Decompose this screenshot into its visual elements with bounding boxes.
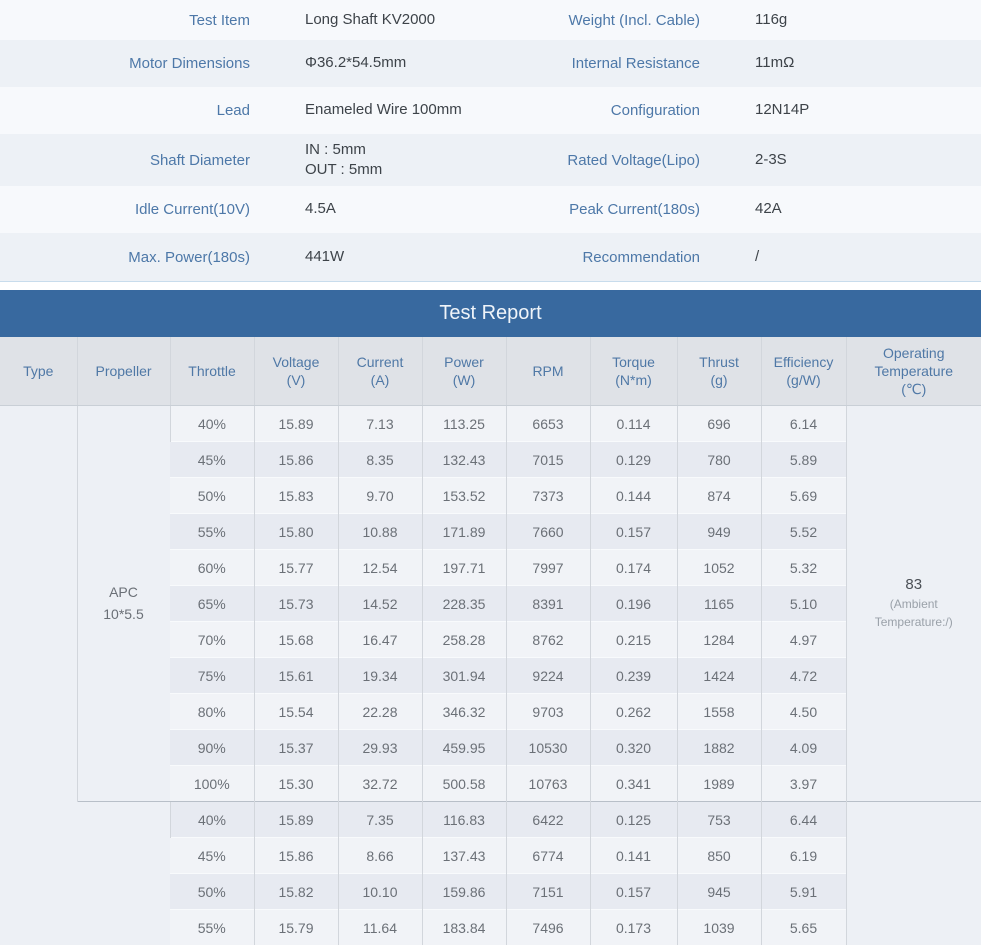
cell-torque: 0.157: [590, 514, 677, 550]
cell-current: 12.54: [338, 550, 422, 586]
cell-power: 500.58: [422, 766, 506, 802]
spec-label: Weight (Incl. Cable): [535, 12, 700, 29]
cell-efficiency: 5.91: [761, 874, 846, 910]
column-header-label: Torque: [593, 353, 675, 371]
test-report-title-bar: [0, 290, 981, 337]
test-report-table: [0, 337, 981, 945]
spec-value: [305, 140, 535, 181]
column-header-current: [338, 337, 422, 406]
spec-label: Shaft Diameter: [0, 152, 250, 169]
cell-throttle: 50%: [170, 478, 254, 514]
column-header-rpm: [506, 337, 590, 406]
spec-label: Internal Resistance: [535, 55, 700, 72]
report-body: [0, 406, 981, 945]
cell-rpm: 7496: [506, 910, 590, 945]
column-header-label: Operating Temperature: [849, 344, 980, 380]
spec-label: Recommendation: [535, 249, 700, 266]
cell-throttle: 40%: [170, 406, 254, 442]
column-header-label: Power: [425, 353, 504, 371]
temperature-note-line: (Ambient: [847, 596, 981, 613]
cell-throttle: 80%: [170, 694, 254, 730]
propeller-name-line: 10*5.5: [78, 604, 170, 626]
spec-value: 11mΩ: [755, 53, 794, 73]
spec-row: [0, 134, 981, 186]
cell-voltage: 15.86: [254, 838, 338, 874]
cell-voltage: 15.89: [254, 406, 338, 442]
spec-value-line: Long Shaft KV2000: [305, 10, 535, 30]
spec-label: Motor Dimensions: [0, 55, 250, 72]
cell-rpm: 7151: [506, 874, 590, 910]
cell-voltage: 15.61: [254, 658, 338, 694]
cell-throttle: 55%: [170, 910, 254, 945]
cell-power: 459.95: [422, 730, 506, 766]
cell-voltage: 15.83: [254, 478, 338, 514]
cell-thrust: 1039: [677, 910, 761, 945]
cell-operating-temperature: [846, 406, 981, 802]
cell-type: [0, 406, 77, 945]
cell-rpm: 8391: [506, 586, 590, 622]
cell-torque: 0.215: [590, 622, 677, 658]
cell-efficiency: 4.97: [761, 622, 846, 658]
cell-power: 137.43: [422, 838, 506, 874]
cell-voltage: 15.30: [254, 766, 338, 802]
cell-torque: 0.173: [590, 910, 677, 945]
spec-value: [305, 199, 535, 219]
cell-power: 228.35: [422, 586, 506, 622]
cell-current: 7.35: [338, 802, 422, 838]
column-header-torque: [590, 337, 677, 406]
cell-efficiency: 5.65: [761, 910, 846, 945]
column-header-thrust: [677, 337, 761, 406]
cell-thrust: 1989: [677, 766, 761, 802]
propeller-name-line: APC: [78, 582, 170, 604]
cell-efficiency: 4.09: [761, 730, 846, 766]
column-header-unit: (A): [341, 371, 420, 389]
temperature-note-line: Temperature:/): [847, 614, 981, 631]
cell-current: 29.93: [338, 730, 422, 766]
cell-efficiency: 6.44: [761, 802, 846, 838]
column-header-label: Thrust: [680, 353, 759, 371]
spec-row: [0, 0, 981, 40]
cell-efficiency: 5.10: [761, 586, 846, 622]
cell-throttle: 55%: [170, 514, 254, 550]
cell-rpm: 6774: [506, 838, 590, 874]
motor-spec-section: [0, 0, 981, 282]
column-header-throttle: [170, 337, 254, 406]
column-header-propeller: [77, 337, 170, 406]
report-header-row: [0, 337, 981, 406]
cell-voltage: 15.77: [254, 550, 338, 586]
cell-rpm: 9224: [506, 658, 590, 694]
cell-throttle: 45%: [170, 442, 254, 478]
spec-value: 12N14P: [755, 100, 809, 120]
cell-voltage: 15.79: [254, 910, 338, 945]
test-report-title: Test Report: [439, 302, 541, 325]
column-header-label: Current: [341, 353, 420, 371]
cell-efficiency: 6.14: [761, 406, 846, 442]
cell-current: 7.13: [338, 406, 422, 442]
cell-power: 132.43: [422, 442, 506, 478]
cell-torque: 0.114: [590, 406, 677, 442]
column-header-label: Efficiency: [764, 353, 844, 371]
cell-thrust: 1052: [677, 550, 761, 586]
cell-current: 10.10: [338, 874, 422, 910]
spec-value: /: [755, 247, 759, 267]
spec-label: Max. Power(180s): [0, 249, 250, 266]
cell-voltage: 15.73: [254, 586, 338, 622]
column-header-operating-temperature: [846, 337, 981, 406]
spec-value: [305, 10, 535, 30]
cell-thrust: 696: [677, 406, 761, 442]
column-header-unit: (N*m): [593, 371, 675, 389]
cell-throttle: 90%: [170, 730, 254, 766]
cell-torque: 0.239: [590, 658, 677, 694]
spec-label: Rated Voltage(Lipo): [535, 152, 700, 169]
spec-value-line: Enameled Wire 100mm: [305, 100, 535, 120]
temperature-value: 83: [847, 576, 981, 593]
cell-power: 116.83: [422, 802, 506, 838]
cell-power: 183.84: [422, 910, 506, 945]
spec-value: 2-3S: [755, 150, 787, 170]
cell-thrust: 1284: [677, 622, 761, 658]
cell-rpm: 7015: [506, 442, 590, 478]
cell-efficiency: 5.52: [761, 514, 846, 550]
column-header-label: RPM: [509, 362, 588, 380]
column-header-type: [0, 337, 77, 406]
column-header-label: Throttle: [173, 362, 252, 380]
column-header-unit: (W): [425, 371, 504, 389]
cell-voltage: 15.82: [254, 874, 338, 910]
cell-thrust: 850: [677, 838, 761, 874]
cell-thrust: 753: [677, 802, 761, 838]
cell-rpm: 6422: [506, 802, 590, 838]
cell-efficiency: 5.32: [761, 550, 846, 586]
cell-power: 346.32: [422, 694, 506, 730]
cell-throttle: 40%: [170, 802, 254, 838]
propeller-name: [78, 582, 170, 625]
column-header-label: Propeller: [80, 362, 168, 380]
cell-propeller: [77, 802, 170, 945]
column-header-efficiency: [761, 337, 846, 406]
cell-power: 153.52: [422, 478, 506, 514]
cell-rpm: 7660: [506, 514, 590, 550]
cell-power: 258.28: [422, 622, 506, 658]
cell-thrust: 1558: [677, 694, 761, 730]
cell-efficiency: 5.89: [761, 442, 846, 478]
column-header-unit: (℃): [849, 380, 980, 398]
cell-current: 14.52: [338, 586, 422, 622]
cell-voltage: 15.37: [254, 730, 338, 766]
cell-power: 113.25: [422, 406, 506, 442]
cell-rpm: 8762: [506, 622, 590, 658]
cell-efficiency: 6.19: [761, 838, 846, 874]
cell-throttle: 60%: [170, 550, 254, 586]
cell-rpm: 10530: [506, 730, 590, 766]
cell-efficiency: 4.50: [761, 694, 846, 730]
cell-current: 11.64: [338, 910, 422, 945]
cell-thrust: 780: [677, 442, 761, 478]
spec-value: 42A: [755, 199, 782, 219]
spec-label: Peak Current(180s): [535, 201, 700, 218]
spec-label: Test Item: [0, 12, 250, 29]
cell-throttle: 75%: [170, 658, 254, 694]
column-header-voltage: [254, 337, 338, 406]
spec-value: [305, 53, 535, 73]
cell-voltage: 15.54: [254, 694, 338, 730]
cell-current: 8.66: [338, 838, 422, 874]
cell-voltage: 15.80: [254, 514, 338, 550]
spec-label: Configuration: [535, 102, 700, 119]
cell-voltage: 15.68: [254, 622, 338, 658]
cell-torque: 0.196: [590, 586, 677, 622]
cell-throttle: 100%: [170, 766, 254, 802]
spec-value: [305, 247, 535, 267]
spec-row: [0, 87, 981, 134]
report-row: [0, 406, 981, 442]
cell-voltage: 15.89: [254, 802, 338, 838]
cell-torque: 0.262: [590, 694, 677, 730]
spec-value: 116g: [755, 10, 787, 30]
cell-current: 9.70: [338, 478, 422, 514]
cell-rpm: 7997: [506, 550, 590, 586]
cell-rpm: 9703: [506, 694, 590, 730]
cell-current: 22.28: [338, 694, 422, 730]
spec-row: [0, 233, 981, 281]
spec-label: Lead: [0, 102, 250, 119]
spec-row: [0, 186, 981, 233]
cell-torque: 0.174: [590, 550, 677, 586]
column-header-unit: (g/W): [764, 371, 844, 389]
cell-voltage: 15.86: [254, 442, 338, 478]
column-header-unit: (g): [680, 371, 759, 389]
spec-value-line: IN : 5mm: [305, 140, 535, 160]
cell-efficiency: 4.72: [761, 658, 846, 694]
spec-value: [305, 100, 535, 120]
spec-value-line: 441W: [305, 247, 535, 267]
cell-thrust: 945: [677, 874, 761, 910]
cell-efficiency: 5.69: [761, 478, 846, 514]
cell-operating-temperature: [846, 802, 981, 945]
cell-torque: 0.157: [590, 874, 677, 910]
cell-thrust: 949: [677, 514, 761, 550]
spec-value-line: 4.5A: [305, 199, 535, 219]
cell-current: 32.72: [338, 766, 422, 802]
spec-value-line: Φ36.2*54.5mm: [305, 53, 535, 73]
cell-throttle: 65%: [170, 586, 254, 622]
cell-current: 16.47: [338, 622, 422, 658]
cell-thrust: 1165: [677, 586, 761, 622]
report-row: [0, 802, 981, 838]
cell-power: 159.86: [422, 874, 506, 910]
spec-value-line: OUT : 5mm: [305, 160, 535, 180]
cell-torque: 0.141: [590, 838, 677, 874]
cell-propeller: [77, 406, 170, 802]
report-header: [0, 337, 981, 406]
cell-throttle: 50%: [170, 874, 254, 910]
cell-torque: 0.341: [590, 766, 677, 802]
cell-torque: 0.144: [590, 478, 677, 514]
cell-rpm: 10763: [506, 766, 590, 802]
cell-torque: 0.320: [590, 730, 677, 766]
cell-rpm: 7373: [506, 478, 590, 514]
cell-efficiency: 3.97: [761, 766, 846, 802]
cell-rpm: 6653: [506, 406, 590, 442]
column-header-label: Type: [2, 362, 75, 380]
cell-power: 171.89: [422, 514, 506, 550]
cell-power: 197.71: [422, 550, 506, 586]
cell-throttle: 70%: [170, 622, 254, 658]
cell-current: 10.88: [338, 514, 422, 550]
spec-label: Idle Current(10V): [0, 201, 250, 218]
cell-throttle: 45%: [170, 838, 254, 874]
cell-thrust: 1424: [677, 658, 761, 694]
cell-current: 19.34: [338, 658, 422, 694]
column-header-unit: (V): [257, 371, 336, 389]
cell-current: 8.35: [338, 442, 422, 478]
cell-power: 301.94: [422, 658, 506, 694]
column-header-label: Voltage: [257, 353, 336, 371]
spec-row: [0, 40, 981, 87]
cell-thrust: 1882: [677, 730, 761, 766]
cell-torque: 0.125: [590, 802, 677, 838]
column-header-power: [422, 337, 506, 406]
cell-torque: 0.129: [590, 442, 677, 478]
cell-thrust: 874: [677, 478, 761, 514]
